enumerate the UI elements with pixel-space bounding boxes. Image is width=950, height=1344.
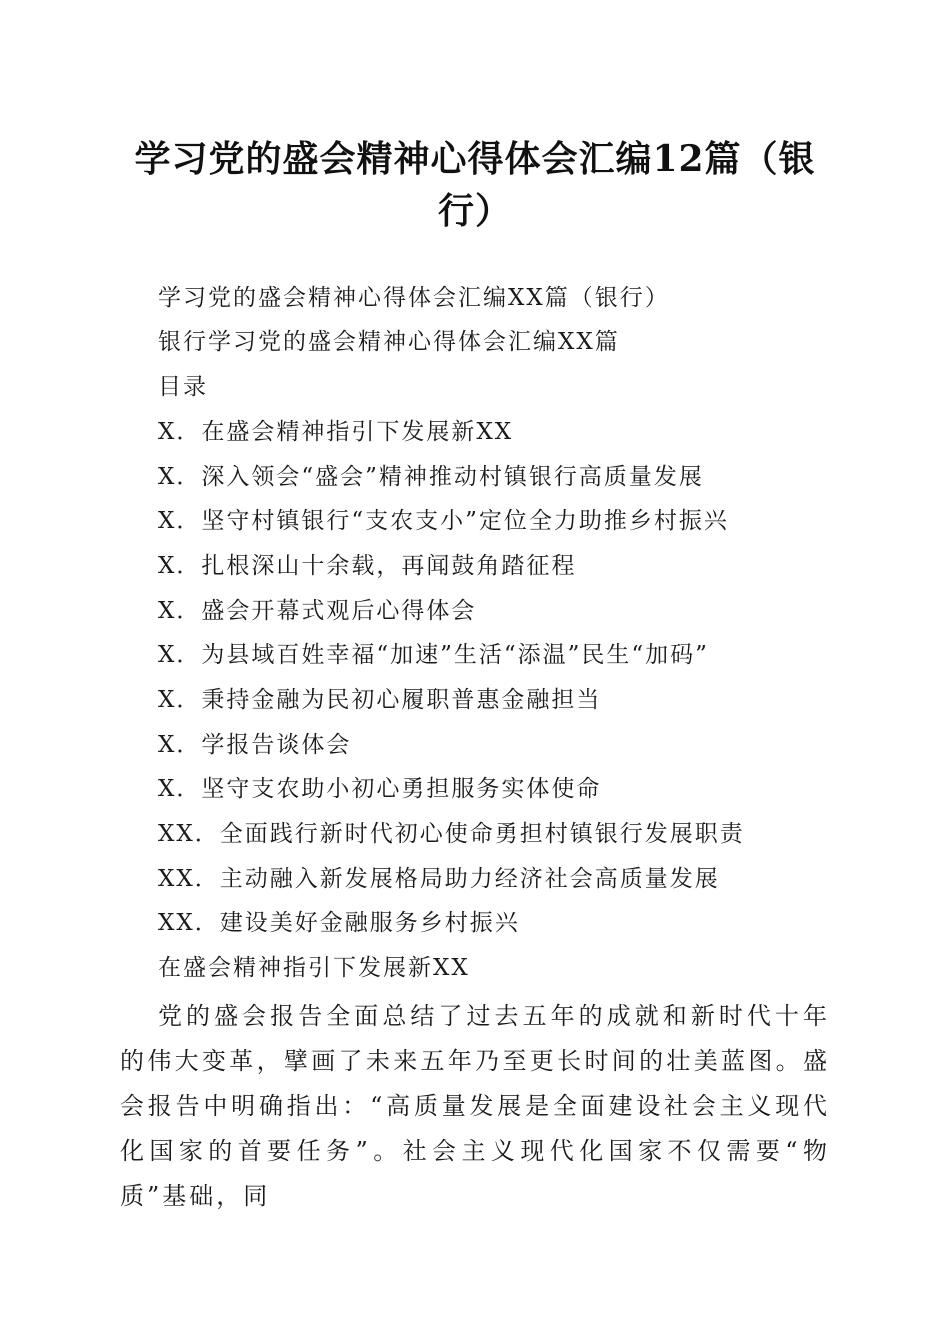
section-title: 在盛会精神指引下发展新XX bbox=[158, 955, 470, 981]
toc-item: X．坚守村镇银行“支农支小”定位全力助推乡村振兴 bbox=[158, 508, 729, 534]
toc-item: XX．主动融入新发展格局助力经济社会高质量发展 bbox=[158, 866, 720, 892]
toc-item: X．在盛会精神指引下发展新XX bbox=[158, 419, 514, 445]
toc-item: XX．全面践行新时代初心使命勇担村镇银行发展职责 bbox=[158, 821, 745, 847]
toc-item: X．秉持金融为民初心履职普惠金融担当 bbox=[158, 687, 602, 713]
subtitle-line-1: 学习党的盛会精神心得体会汇编XX篇（银行） bbox=[158, 285, 670, 311]
document-title: 学习党的盛会精神心得体会汇编12篇（银行） bbox=[134, 138, 816, 232]
toc-item: X．深入领会“盛会”精神推动村镇银行高质量发展 bbox=[158, 464, 704, 490]
toc-item: X．扎根深山十余载，再闻鼓角踏征程 bbox=[158, 553, 577, 579]
toc-item: X．坚守支农助小初心勇担服务实体使命 bbox=[158, 776, 602, 802]
toc-heading: 目录 bbox=[158, 374, 208, 400]
subtitle-line-2: 银行学习党的盛会精神心得体会汇编XX篇 bbox=[158, 329, 620, 355]
toc-item: XX．建设美好金融服务乡村振兴 bbox=[158, 910, 520, 936]
toc-item: X．盛会开幕式观后心得体会 bbox=[158, 598, 477, 624]
body-paragraph: 党的盛会报告全面总结了过去五年的成就和新时代十年的伟大变革，擘画了未来五年乃至更长时间的壮美蓝图。盛会报告中明确指出：“高质量发展是全面建设社会主义现代化国家的首要任务”。社会主义现代化国家不仅需要“物质”基础，同 bbox=[120, 1002, 830, 1210]
toc-item: X．学报告谈体会 bbox=[158, 732, 352, 758]
toc-item: X．为县域百姓幸福“加速”生活“添温”民生“加码” bbox=[158, 642, 709, 668]
